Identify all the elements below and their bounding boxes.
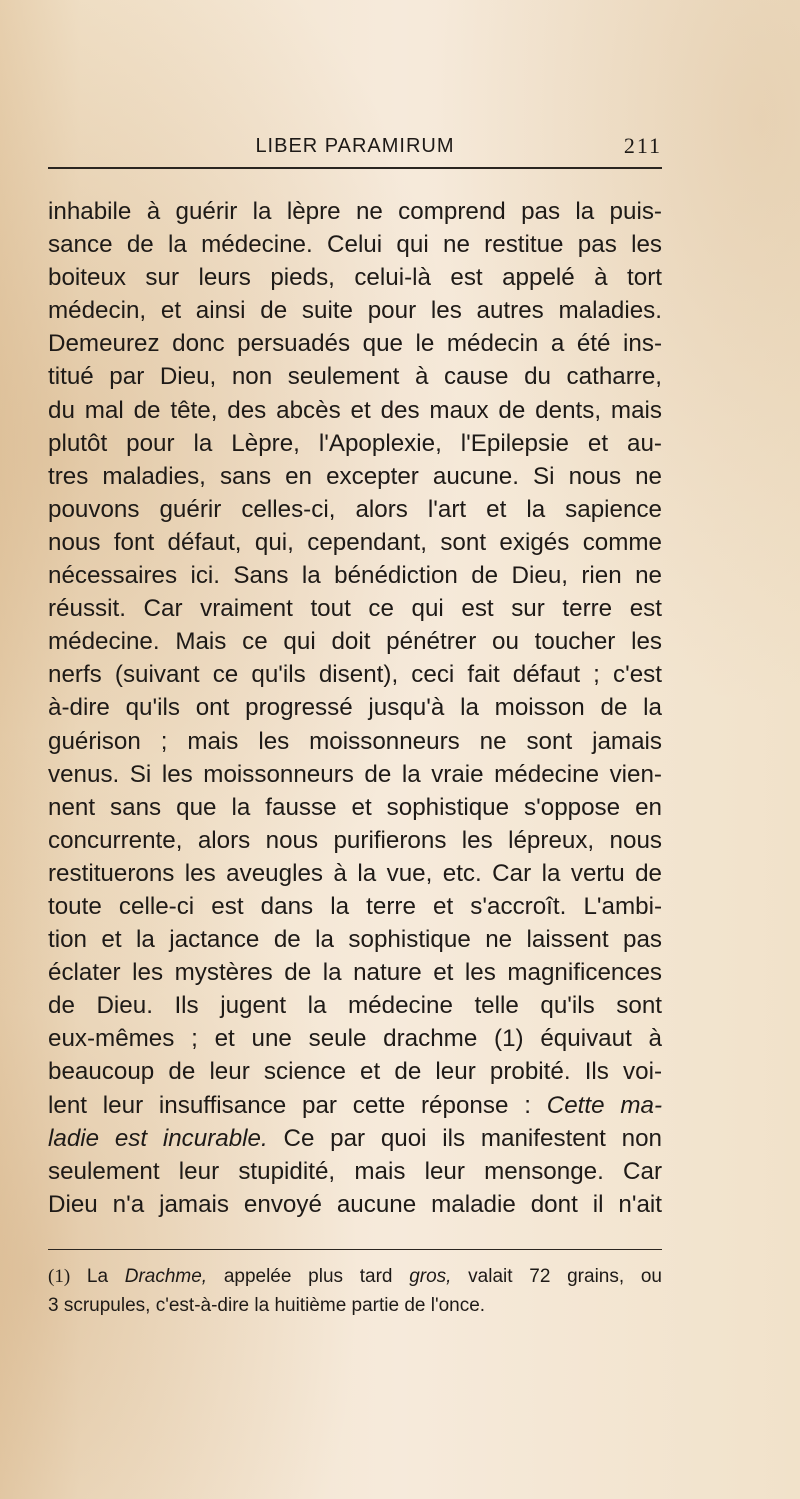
body-line — [48, 1122, 662, 1155]
body-line: seulement leur stupidité, mais leur mensonge. Car — [48, 1157, 662, 1185]
footnote-text: appelée plus tard — [207, 1266, 410, 1287]
body-line: toute celle-ci est dans la terre et s'accroît. L'ambi- — [48, 892, 662, 920]
footnote-line — [48, 1262, 662, 1291]
footnote-line: 3 scrupules, c'est-à-dire la huitième partie de l'once. — [48, 1295, 486, 1316]
body-line: eux-mêmes ; et une seule drachme (1) équivaut à — [48, 1025, 662, 1053]
body-line-text: lent leur insuffisance par cette réponse : — [48, 1091, 531, 1119]
body-line: tres maladies, sans en excepter aucune. Si nous ne — [48, 462, 662, 490]
body-line: médecin, et ainsi de suite pour les autres maladies. — [48, 297, 662, 325]
italic-phrase: ladie est incurable. — [48, 1124, 268, 1152]
body-line: guérison ; mais les moissonneurs ne sont jamais — [48, 727, 662, 755]
running-head — [48, 133, 662, 159]
body-line: nerfs (suivant ce qu'ils disent), ceci fait défaut ; c'est — [48, 661, 662, 689]
footnote-term: gros, — [409, 1266, 452, 1287]
body-line: éclater les mystères de la nature et les magnificences — [48, 959, 662, 987]
body-line: médecine. Mais ce qui doit pénétrer ou toucher les — [48, 628, 662, 656]
body-line: du mal de tête, des abcès et des maux de dents, mais — [48, 396, 662, 424]
body-line: restituerons les aveugles à la vue, etc. Car la vertu de — [48, 859, 662, 887]
page-number: 211 — [623, 133, 662, 158]
footnote-rule — [48, 1249, 662, 1250]
footnote-text: La — [70, 1266, 125, 1287]
body-line: plutôt pour la Lèpre, l'Apoplexie, l'Epilepsie et au- — [48, 429, 662, 457]
body-text — [48, 195, 662, 1221]
body-line: Dieu n'a jamais envoyé aucune maladie dont il n'ait — [48, 1190, 662, 1218]
italic-phrase: Cette ma- — [546, 1091, 662, 1119]
body-line: de Dieu. Ils jugent la médecine telle qu'ils sont — [48, 992, 662, 1020]
body-line: venus. Si les moissonneurs de la vraie médecine vien- — [48, 760, 662, 788]
body-line: pouvons guérir celles-ci, alors l'art et la sapience — [48, 495, 662, 523]
body-line: nent sans que la fausse et sophistique s'oppose en — [48, 793, 662, 821]
body-line: inhabile à guérir la lèpre ne comprend pas la puis- — [48, 198, 662, 225]
body-line: nécessaires ici. Sans la bénédiction de Dieu, rien ne — [48, 562, 662, 590]
footnote-term: Drachme, — [124, 1266, 208, 1287]
body-line: titué par Dieu, non seulement à cause du catharre, — [48, 363, 662, 391]
body-line: beaucoup de leur science et de leur probité. Ils voi- — [48, 1058, 662, 1086]
body-line: boiteux sur leurs pieds, celui-là est appelé à tort — [48, 264, 662, 292]
body-line: réussit. Car vraiment tout ce qui est sur terre est — [48, 595, 662, 623]
body-line: Demeurez donc persuadés que le médecin a été ins- — [48, 330, 662, 358]
footnote-marker: (1) — [48, 1266, 71, 1287]
running-title: LIBER PARAMIRUM — [255, 135, 455, 157]
header-rule — [48, 167, 662, 169]
body-line: tion et la jactance de la sophistique ne laissent pas — [48, 926, 662, 954]
body-line: concurrente, alors nous purifierons les lépreux, nous — [48, 826, 662, 854]
body-line: à-dire qu'ils ont progressé jusqu'à la moisson de la — [48, 694, 662, 722]
body-line — [48, 1089, 662, 1122]
footnote — [48, 1262, 662, 1320]
footnote-text: valait 72 grains, ou — [451, 1266, 662, 1287]
body-line: nous font défaut, qui, cependant, sont exigés comme — [48, 528, 662, 556]
body-line: sance de la médecine. Celui qui ne restitue pas les — [48, 231, 662, 259]
body-line-text: Ce par quoi ils manifestent non — [267, 1124, 663, 1152]
